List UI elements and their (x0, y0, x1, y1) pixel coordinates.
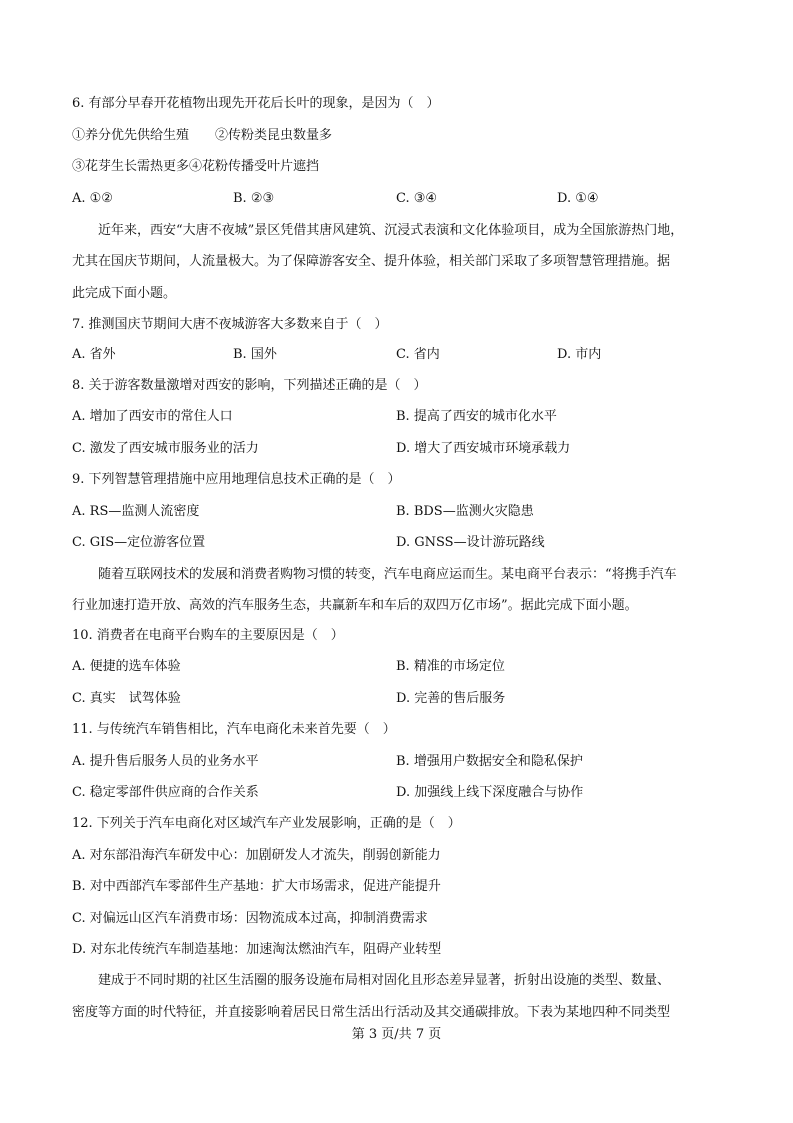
question-7-stem: 7. 推测国庆节期间大唐不夜城游客大多数来自于（ ） (72, 317, 388, 332)
question-7-option-c: C. 省内 (396, 347, 440, 362)
question-11-stem: 11. 与传统汽车销售相比，汽车电商化未来首先要（ ） (72, 722, 396, 737)
question-6-stem: 6. 有部分早春开花植物出现先开花后长叶的现象，是因为（ ） (72, 96, 440, 111)
question-10-stem: 10. 消费者在电商平台购车的主要原因是（ ） (72, 628, 344, 643)
question-11-option-a: A. 提升售后服务人员的业务水平 (72, 754, 259, 769)
question-8-option-b: B. 提高了西安的城市化水平 (396, 409, 557, 424)
passage-3-line-1: 建成于不同时期的社区生活圈的服务设施布局相对固化且形态差异显著，折射出设施的类型、数量、 (98, 973, 671, 988)
passage-1-line-3: 此完成下面小题。 (72, 286, 177, 301)
question-9-option-c: C. GIS—定位游客位置 (72, 535, 206, 550)
passage-2-line-2: 行业加速打造开放、高效的汽车服务生态，共赢新车和车后的双四万亿市场”。据此完成下面小题。 (72, 598, 638, 613)
question-6-option-a: A. ①② (72, 191, 113, 206)
question-12-option-a: A. 对东部沿海汽车研发中心：加剧研发人才流失，削弱创新能力 (72, 848, 441, 863)
question-6-item-line-2: ③花芽生长需热更多④花粉传播受叶片遮挡 (72, 159, 320, 174)
question-10-option-d: D. 完善的售后服务 (396, 691, 506, 706)
question-7-option-b: B. 国外 (233, 347, 277, 362)
question-9-option-d: D. GNSS—设计游玩路线 (396, 535, 545, 550)
question-6-item-line-1: ①养分优先供给生殖 ②传粉类昆虫数量多 (72, 128, 333, 143)
question-7-option-d: D. 市内 (557, 347, 602, 362)
passage-1-line-2: 尤其在国庆节期间，人流量极大。为了保障游客安全、提升体验，相关部门采取了多项智慧管理措施。据 (72, 254, 671, 269)
page-footer: 第 3 页/共 7 页 (351, 1027, 442, 1042)
question-6-option-c: C. ③④ (396, 191, 438, 206)
question-11-option-c: C. 稳定零部件供应商的合作关系 (72, 785, 259, 800)
question-10-option-b: B. 精准的市场定位 (396, 659, 505, 674)
question-12-option-b: B. 对中西部汽车零部件生产基地：扩大市场需求，促进产能提升 (72, 879, 441, 894)
question-9-stem: 9. 下列智慧管理措施中应用地理信息技术正确的是（ ） (72, 472, 401, 487)
question-10-option-c: C. 真实 试驾体验 (72, 691, 181, 706)
question-11-option-b: B. 增强用户数据安全和隐私保护 (396, 754, 583, 769)
passage-1-line-1: 近年来，西安“大唐不夜城”景区凭借其唐风建筑、沉浸式表演和文化体验项目，成为全国旅游热门地， (98, 223, 684, 238)
question-8-option-c: C. 激发了西安城市服务业的活力 (72, 441, 259, 456)
question-8-option-d: D. 增大了西安城市环境承载力 (396, 441, 571, 456)
question-8-stem: 8. 关于游客数量激增对西安的影响，下列描述正确的是（ ） (72, 378, 427, 393)
question-12-option-c: C. 对偏远山区汽车消费市场：因物流成本过高，抑制消费需求 (72, 911, 428, 926)
question-10-option-a: A. 便捷的选车体验 (72, 659, 181, 674)
question-9-option-a: A. RS—监测人流密度 (72, 504, 200, 519)
passage-3-line-2: 密度等方面的时代特征，并直接影响着居民日常生活出行活动及其交通碳排放。下表为某地四种不同类型 (72, 1005, 671, 1020)
question-7-option-a: A. 省外 (72, 347, 116, 362)
question-12-stem: 12. 下列关于汽车电商化对区域汽车产业发展影响，正确的是（ ） (72, 816, 461, 831)
question-11-option-d: D. 加强线上线下深度融合与协作 (396, 785, 584, 800)
question-6-option-d: D. ①④ (557, 191, 599, 206)
question-9-option-b: B. BDS—监测火灾隐患 (396, 504, 534, 519)
passage-2-line-1: 随着互联网技术的发展和消费者购物习惯的转变，汽车电商应运而生。某电商平台表示：“将携手汽车 (98, 567, 677, 582)
question-12-option-d: D. 对东北传统汽车制造基地：加速淘汰燃油汽车，阻碍产业转型 (72, 942, 442, 957)
question-6-option-b: B. ②③ (233, 191, 275, 206)
question-8-option-a: A. 增加了西安市的常住人口 (72, 409, 233, 424)
